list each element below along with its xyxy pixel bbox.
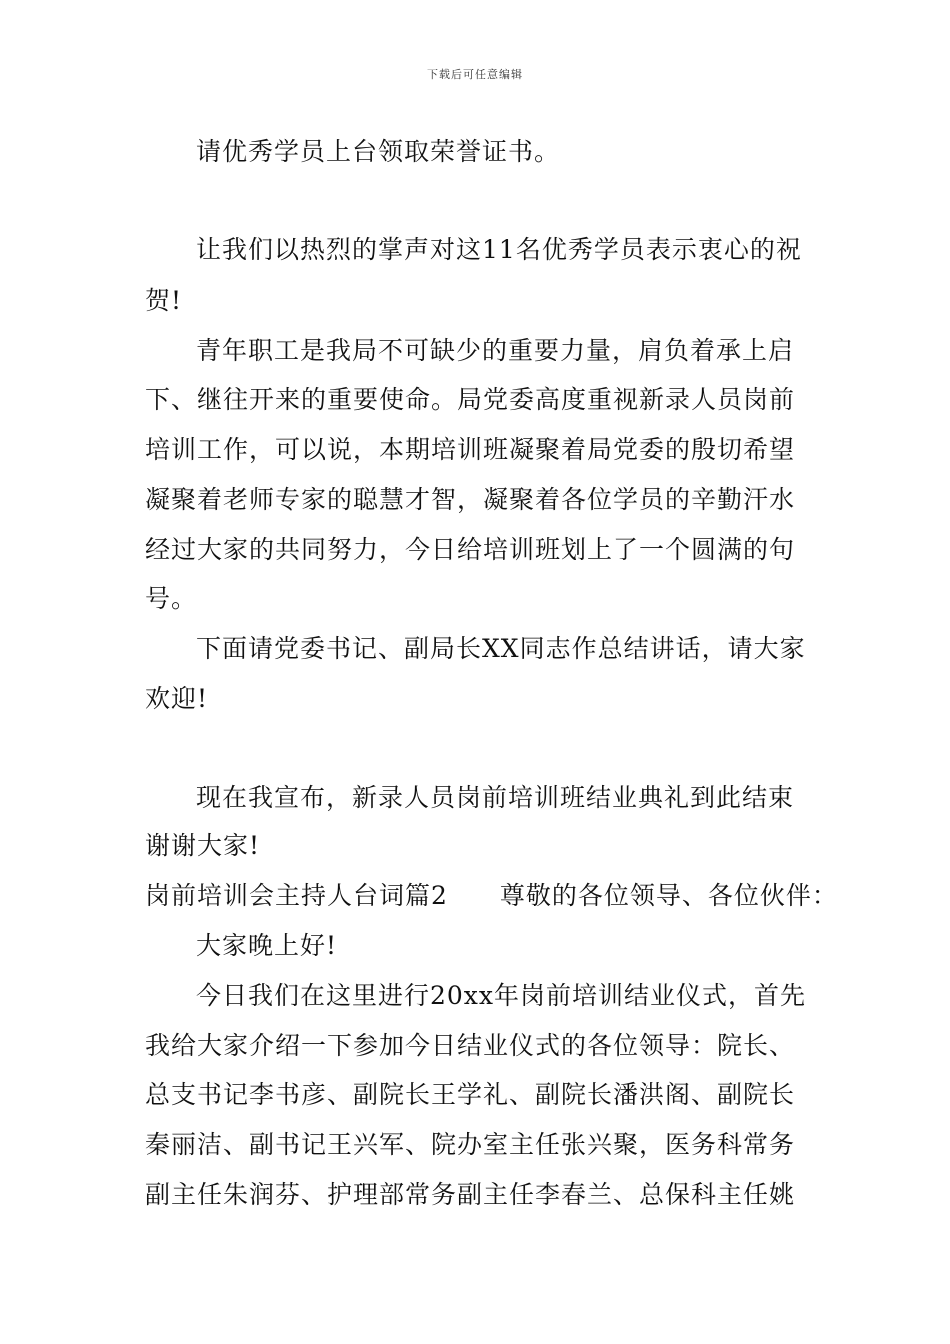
text-line: 请优秀学员上台领取荣誉证书。 xyxy=(196,137,561,166)
text-line: 总支书记李书彦、副院长王学礼、副院长潘洪阁、副院长 xyxy=(145,1080,796,1109)
text-line: 培训工作，可以说，本期培训班凝聚着局党委的殷切希望 xyxy=(145,435,796,464)
text-line: 秦丽洁、副书记王兴军、院办室主任张兴聚，医务科常务 xyxy=(145,1130,796,1159)
text-line: 号。 xyxy=(145,584,198,613)
text-line: 现在我宣布，新录人员岗前培训班结业典礼到此结束 xyxy=(196,783,795,812)
text-line: 欢迎! xyxy=(145,684,209,713)
section-greeting: 尊敬的各位领导、各位伙伴： xyxy=(499,881,838,910)
text-line: 青年职工是我局不可缺少的重要力量，肩负着承上启 xyxy=(196,336,795,365)
text-line: 经过大家的共同努力，今日给培训班划上了一个圆满的句 xyxy=(145,535,796,564)
section-heading xyxy=(145,881,838,911)
text-line: 今日我们在这里进行20xx年岗前培训结业仪式，首先 xyxy=(196,981,807,1010)
text-line: 下面请党委书记、副局长XX同志作总结讲话，请大家 xyxy=(196,634,806,663)
text-line: 副主任朱润芬、护理部常务副主任李春兰、总保科主任姚 xyxy=(145,1180,796,1209)
header-note: 下载后可任意编辑 xyxy=(427,68,523,81)
text-line: 下、继往开来的重要使命。局党委高度重视新录人员岗前 xyxy=(145,385,796,414)
text-line: 贺! xyxy=(145,286,183,315)
text-line: 我给大家介绍一下参加今日结业仪式的各位领导：院长、 xyxy=(145,1031,796,1060)
text-line: 让我们以热烈的掌声对这11名优秀学员表示衷心的祝 xyxy=(196,235,802,264)
section-title: 岗前培训会主持人台词篇2 xyxy=(145,881,448,910)
text-line: 谢谢大家! xyxy=(145,831,261,860)
text-line: 大家晚上好! xyxy=(196,931,338,960)
text-line: 凝聚着老师专家的聪慧才智，凝聚着各位学员的辛勤汗水 xyxy=(145,485,796,514)
